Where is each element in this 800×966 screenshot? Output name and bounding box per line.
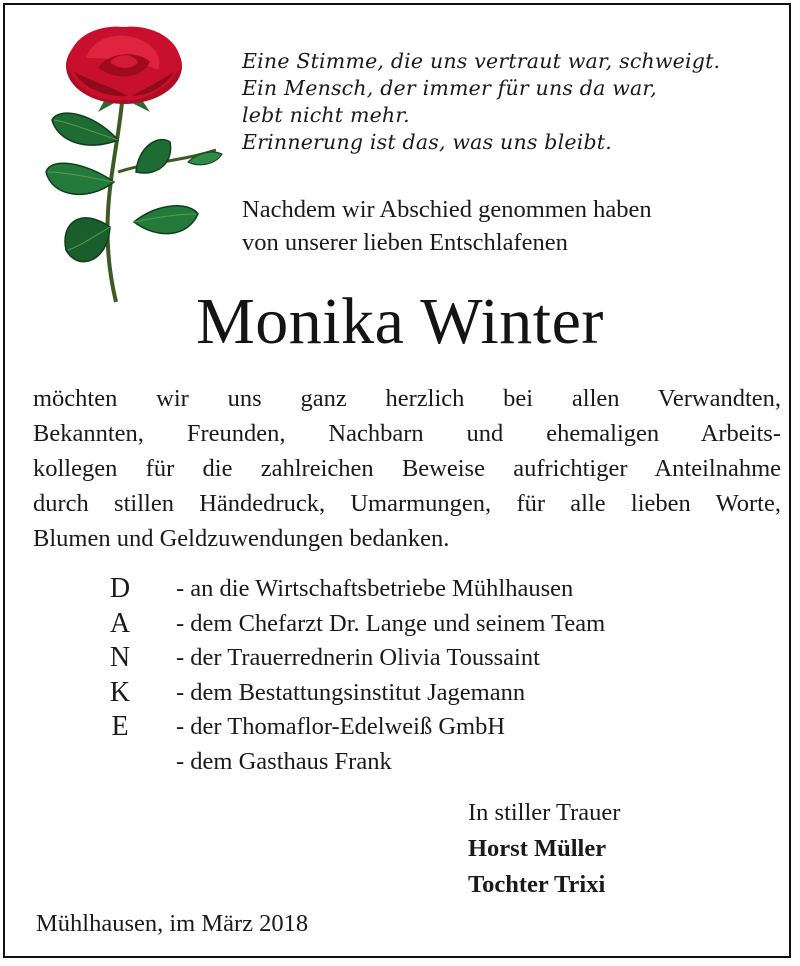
danke-letter: N	[109, 642, 131, 674]
mourning-phrase: In stiller Trauer	[468, 799, 621, 826]
thanks-list	[176, 572, 776, 780]
thanks-item: - an die Wirtschaftsbetriebe Mühlhausen	[176, 575, 574, 602]
paragraph-line: durch stillen Händedruck, Umarmungen, für alle lieben Worte,	[33, 490, 781, 517]
danke-letter: E	[111, 711, 129, 743]
paragraph-line: möchten wir uns ganz herzlich bei allen Verwandten,	[33, 385, 781, 412]
signatory-name: Horst Müller	[468, 835, 607, 862]
thanks-item: - der Trauerrednerin Olivia Toussaint	[176, 644, 540, 672]
paragraph-line: Bekannten, Freunden, Nachbarn und ehemaligen Arbeits-	[33, 420, 781, 447]
paragraph-line: Blumen und Geldzuwendungen bedanken.	[33, 525, 450, 552]
danke-letter: D	[109, 573, 131, 604]
intro-line: von unserer lieben Entschlafenen	[242, 229, 568, 256]
danke-letter: K	[109, 676, 131, 708]
poem-line: Eine Stimme, die uns vertraut war, schweigt.	[242, 49, 721, 73]
intro-text	[242, 193, 782, 259]
poem-line: Erinnerung ist das, was uns bleibt.	[242, 130, 612, 154]
signature-block	[468, 795, 788, 903]
poem-line: Ein Mensch, der immer für uns da war,	[242, 76, 657, 100]
thanks-item: - dem Bestattungsinstitut Jagemann	[176, 678, 526, 706]
poem-verse	[242, 48, 782, 156]
danke-acrostic	[100, 572, 140, 745]
danke-letter: A	[109, 607, 131, 639]
place-date: Mühlhausen, im März 2018	[36, 910, 309, 937]
poem-line: lebt nicht mehr.	[242, 103, 410, 127]
thanks-item: - dem Gasthaus Frank	[176, 747, 392, 775]
signatory-name: Tochter Trixi	[468, 871, 606, 898]
rose-icon	[38, 22, 228, 304]
intro-line: Nachdem wir Abschied genommen haben	[242, 196, 652, 223]
thanks-item: - dem Chefarzt Dr. Lange und seinem Team	[176, 609, 606, 637]
thanks-item: - der Thomaflor-Edelweiß GmbH	[176, 713, 506, 741]
paragraph-line: kollegen für die zahlreichen Beweise aufrichtiger Anteilnahme	[33, 455, 781, 482]
thanks-paragraph	[33, 381, 781, 556]
deceased-name: Monika Winter	[196, 285, 604, 358]
